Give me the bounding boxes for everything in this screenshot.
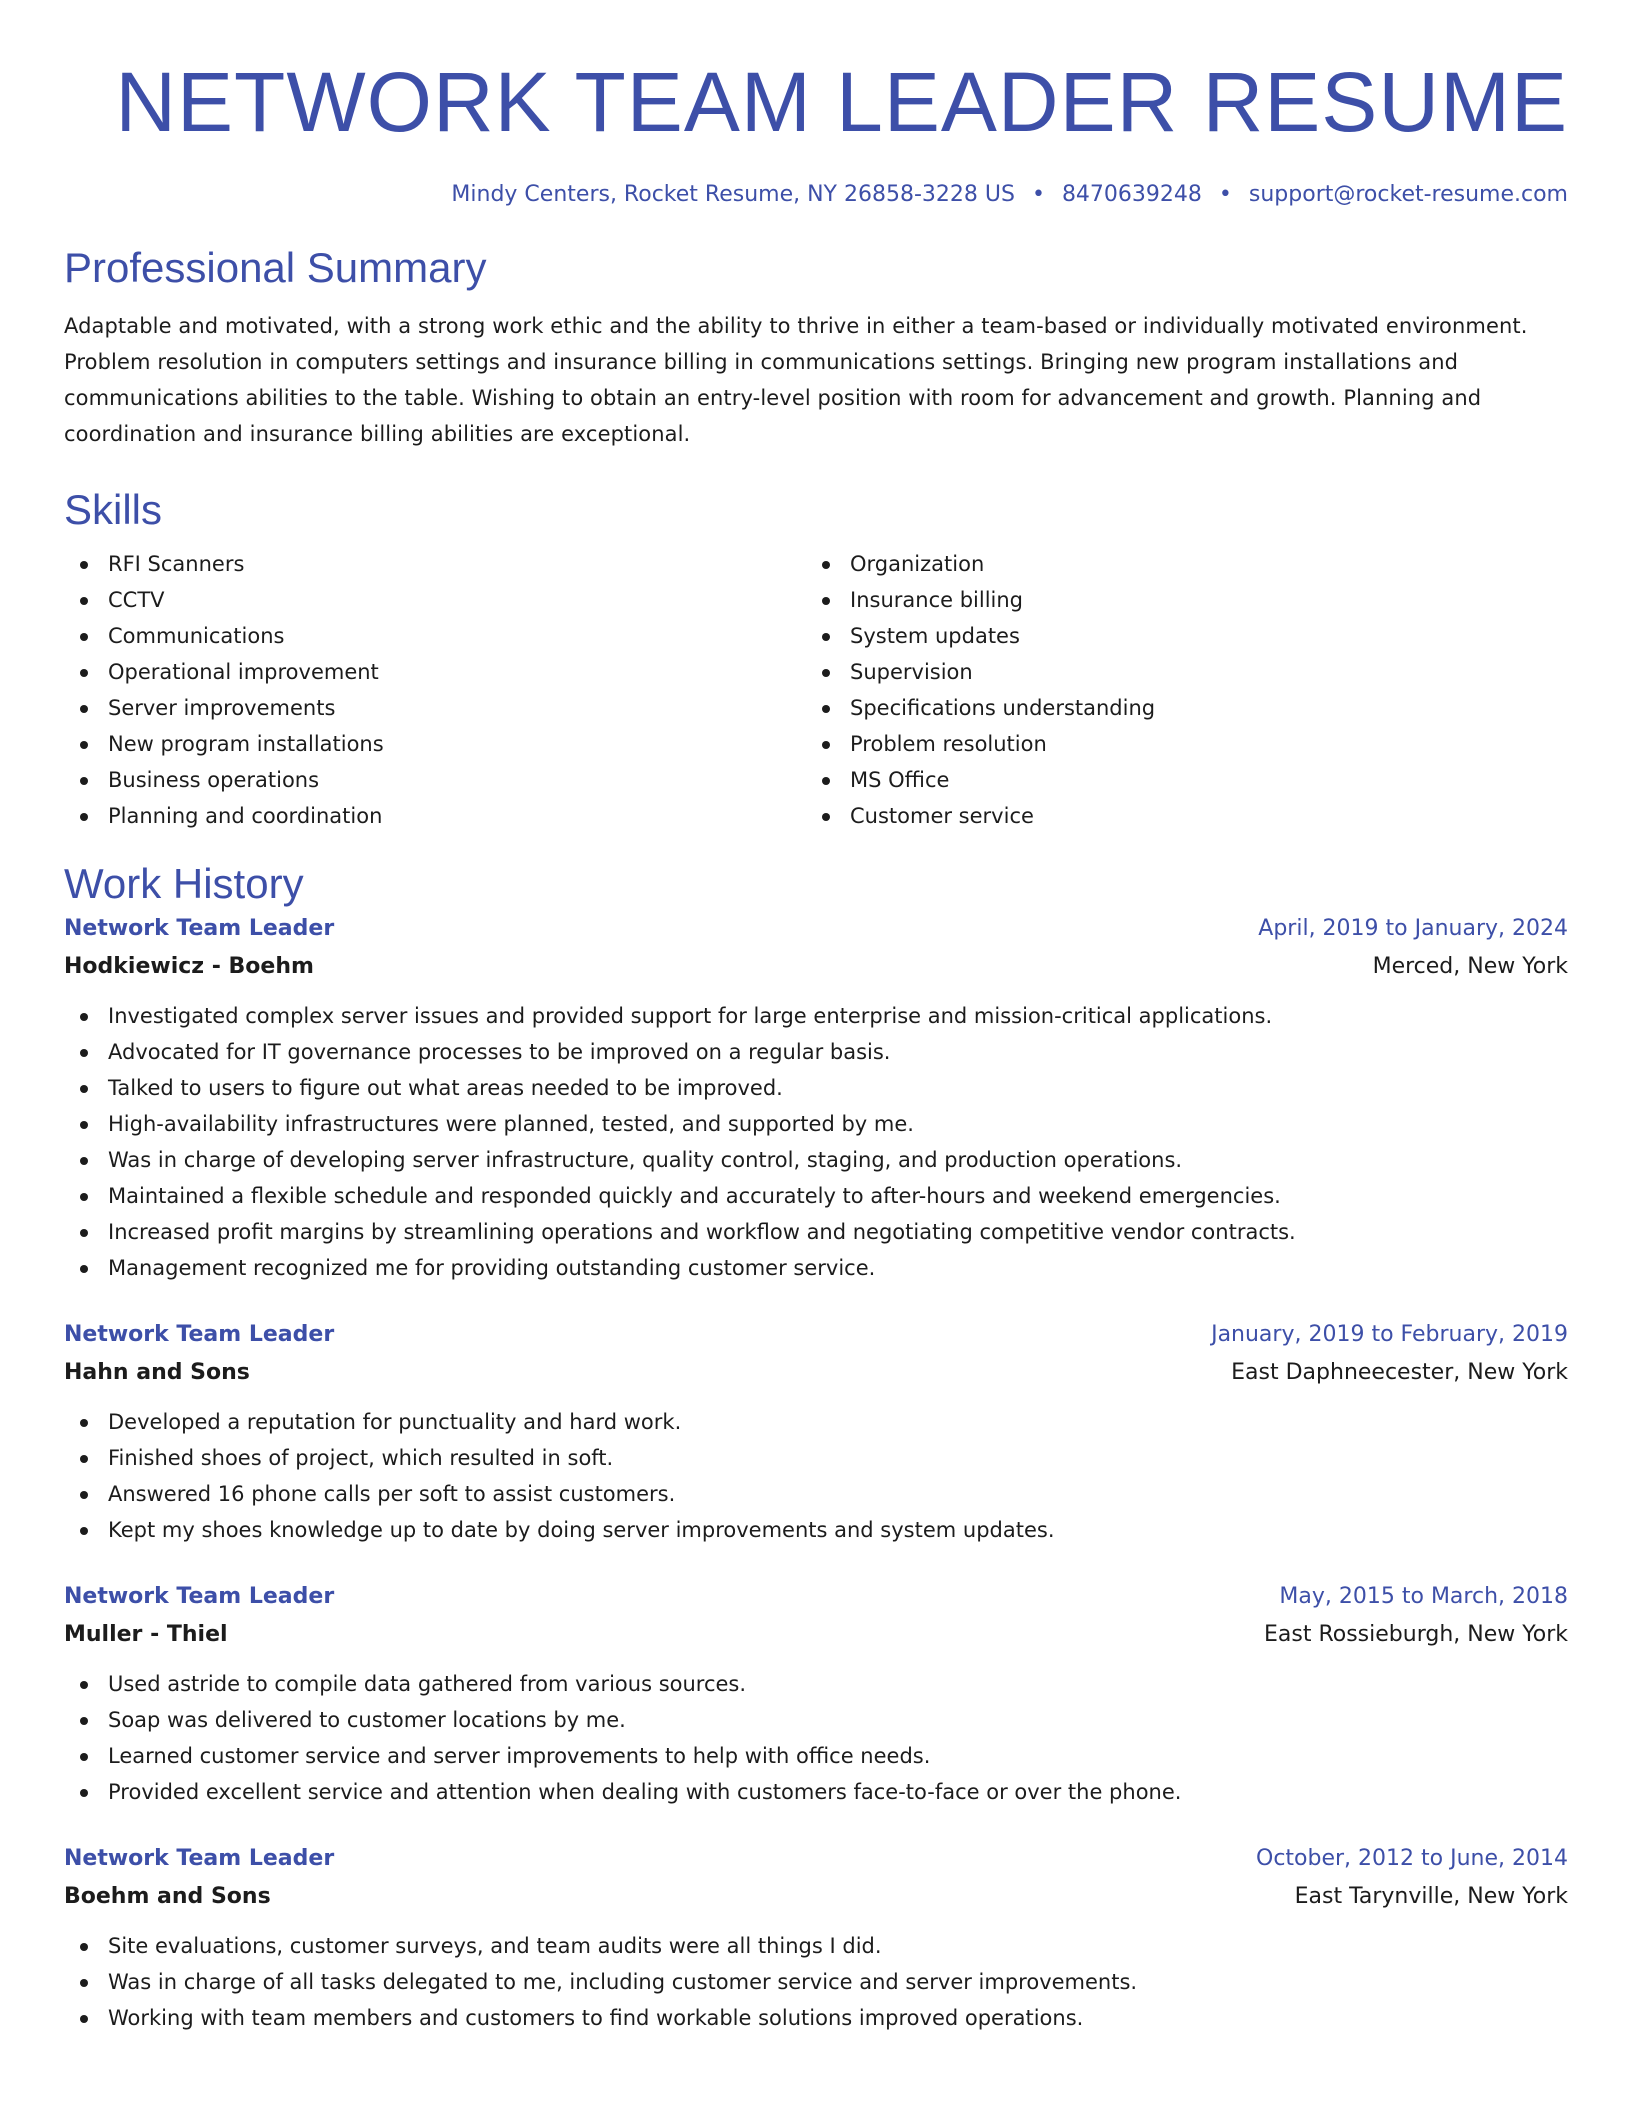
job-bullet: Kept my shoes knowledge up to date by doing server improvements and system updates. [64, 1512, 1568, 1548]
job-bullet: Maintained a flexible schedule and responded quickly and accurately to after-hours and weekend emergencies. [64, 1178, 1568, 1214]
skill-item: Planning and coordination [64, 798, 806, 834]
job-company: Boehm and Sons [64, 1884, 271, 1909]
skill-item: Operational improvement [64, 654, 806, 690]
job-header-row [64, 1840, 1568, 1878]
job-bullets [64, 998, 1568, 1286]
job-title: Network Team Leader [64, 1584, 335, 1609]
job-bullet: Site evaluations, customer surveys, and team audits were all things I did. [64, 1928, 1568, 1964]
job-bullet: Was in charge of developing server infrastructure, quality control, staging, and production operations. [64, 1142, 1568, 1178]
skill-item: Organization [806, 546, 1548, 582]
job-bullet: Was in charge of all tasks delegated to me, including customer service and server improvements. [64, 1964, 1568, 2000]
job-company-row [64, 948, 1568, 986]
contact-address: Mindy Centers, Rocket Resume, NY 26858-3228 US [451, 182, 1015, 207]
skill-item: CCTV [64, 582, 806, 618]
job-bullet: Advocated for IT governance processes to be improved on a regular basis. [64, 1034, 1568, 1070]
summary-text: Adaptable and motivated, with a strong work ethic and the ability to thrive in either a team-based or individually motivated environment. Problem resolution in computers settings and insurance billing in communications settings. Bringing new program installations and communications abilities to the table. Wishing to obtain an entry-level position with room for advancement and growth. Planning and coordination and insurance billing abilities are exceptional. [64, 314, 1528, 446]
job-location: East Daphneecester, New York [1231, 1360, 1568, 1385]
resume-title: NETWORK TEAM LEADER RESUME [115, 55, 1568, 149]
skill-item: Insurance billing [806, 582, 1548, 618]
skills-heading: Skills [64, 486, 163, 533]
job-entry [64, 910, 1568, 1286]
job-bullet: Investigated complex server issues and provided support for large enterprise and mission-critical applications. [64, 998, 1568, 1034]
job-bullet: Learned customer service and server improvements to help with office needs. [64, 1738, 1568, 1774]
skill-item: Customer service [806, 798, 1548, 834]
job-entry [64, 1840, 1568, 2036]
job-location: Merced, New York [1372, 954, 1568, 979]
job-bullet: Provided excellent service and attention when dealing with customers face-to-face or over the phone. [64, 1774, 1568, 1810]
skill-item: Specifications understanding [806, 690, 1548, 726]
skill-item: Business operations [64, 762, 806, 798]
skill-item: System updates [806, 618, 1548, 654]
job-header-row [64, 1316, 1568, 1354]
job-company-row [64, 1354, 1568, 1392]
resume-page [64, 0, 1568, 2112]
job-bullet: Management recognized me for providing outstanding customer service. [64, 1250, 1568, 1286]
job-bullets [64, 1404, 1568, 1548]
skill-item: Communications [64, 618, 806, 654]
job-bullet: Answered 16 phone calls per soft to assist customers. [64, 1476, 1568, 1512]
contact-line [64, 180, 1568, 210]
skills-list [64, 546, 1568, 834]
job-title: Network Team Leader [64, 1322, 335, 1347]
job-bullet: High-availability infrastructures were planned, tested, and supported by me. [64, 1106, 1568, 1142]
job-bullet: Talked to users to figure out what areas needed to be improved. [64, 1070, 1568, 1106]
job-location: East Tarynville, New York [1294, 1884, 1568, 1909]
skill-item: New program installations [64, 726, 806, 762]
job-dates: January, 2019 to February, 2019 [1211, 1322, 1568, 1347]
job-company-row [64, 1616, 1568, 1654]
job-dates: October, 2012 to June, 2014 [1256, 1846, 1568, 1871]
job-entry [64, 1578, 1568, 1810]
job-title: Network Team Leader [64, 1846, 335, 1871]
job-company: Hodkiewicz - Boehm [64, 954, 314, 979]
job-dates: April, 2019 to January, 2024 [1258, 916, 1568, 941]
job-bullet: Developed a reputation for punctuality and hard work. [64, 1404, 1568, 1440]
skill-item: Problem resolution [806, 726, 1548, 762]
contact-separator: • [1218, 182, 1232, 207]
skill-item: MS Office [806, 762, 1548, 798]
job-bullet: Increased profit margins by streamlining operations and workflow and negotiating competitive vendor contracts. [64, 1214, 1568, 1250]
job-header-row [64, 1578, 1568, 1616]
skill-item: RFI Scanners [64, 546, 806, 582]
job-bullet: Used astride to compile data gathered from various sources. [64, 1666, 1568, 1702]
job-bullets [64, 1928, 1568, 2036]
job-location: East Rossieburgh, New York [1264, 1622, 1568, 1647]
job-entry [64, 1316, 1568, 1548]
job-bullet: Finished shoes of project, which resulted in soft. [64, 1440, 1568, 1476]
skills-column-right [806, 546, 1548, 834]
contact-email: support@rocket-resume.com [1248, 182, 1568, 207]
contact-phone: 8470639248 [1061, 182, 1202, 207]
skill-item: Supervision [806, 654, 1548, 690]
job-bullet: Soap was delivered to customer locations by me. [64, 1702, 1568, 1738]
job-header-row [64, 910, 1568, 948]
job-company-row [64, 1878, 1568, 1916]
job-bullet: Working with team members and customers to find workable solutions improved operations. [64, 2000, 1568, 2036]
skills-column-left [64, 546, 806, 834]
job-dates: May, 2015 to March, 2018 [1279, 1584, 1568, 1609]
skill-item: Server improvements [64, 690, 806, 726]
job-bullets [64, 1666, 1568, 1810]
contact-separator: • [1031, 182, 1045, 207]
job-company: Muller - Thiel [64, 1622, 228, 1647]
work-history-heading: Work History [64, 860, 304, 907]
job-title: Network Team Leader [64, 916, 335, 941]
summary-heading: Professional Summary [64, 244, 487, 291]
job-company: Hahn and Sons [64, 1360, 250, 1385]
